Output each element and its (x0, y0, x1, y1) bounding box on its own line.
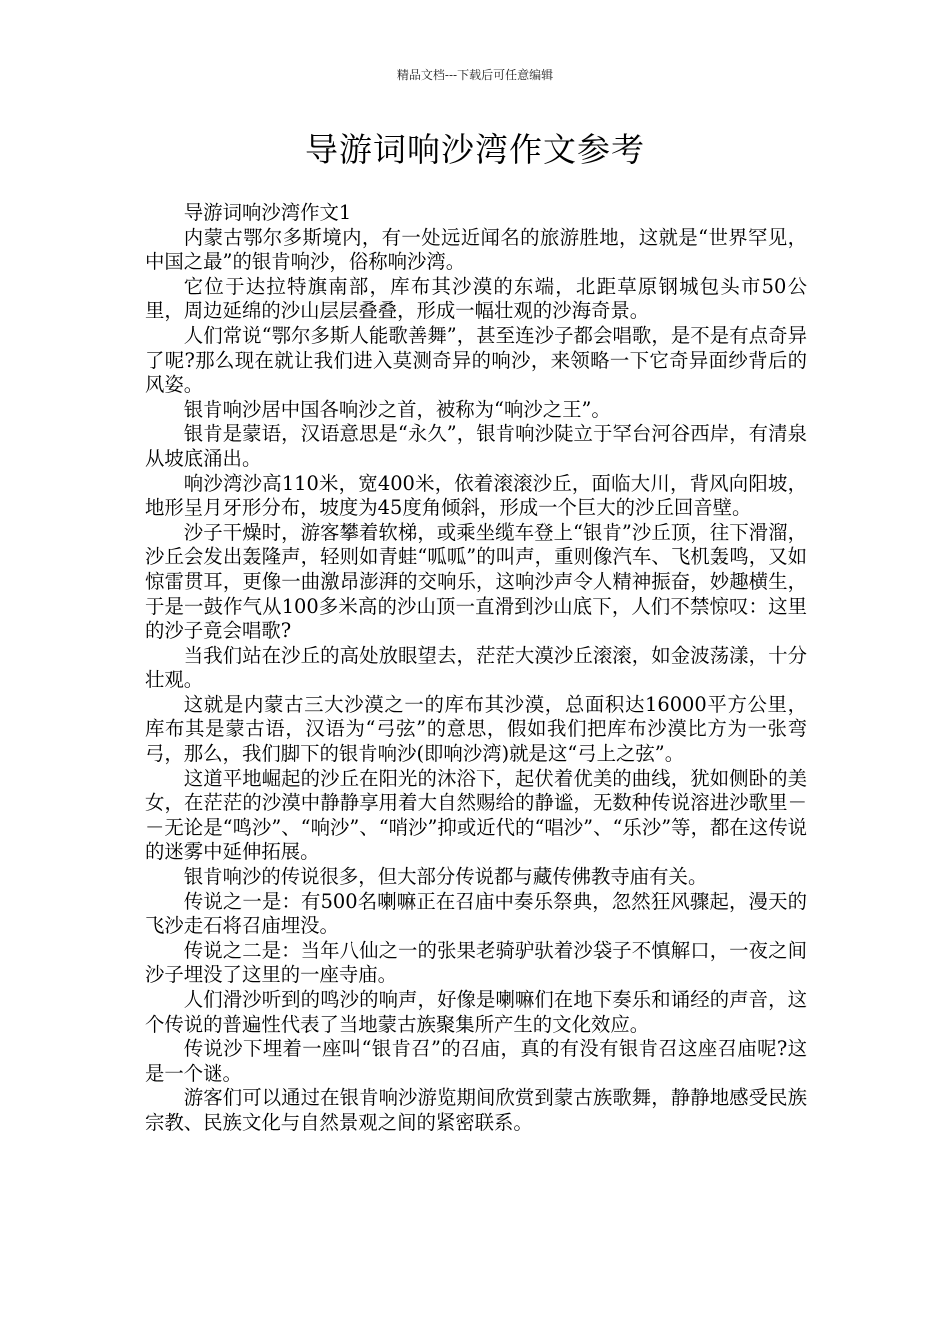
paragraph: 这就是内蒙古三大沙漠之一的库布其沙漠，总面积达16000平方公里，库布其是蒙古语，汉语为“弓弦”的意思，假如我们把库布沙漠比方为一张弯弓，那么，我们脚下的银肯响沙(即响沙湾)就是这“弓上之弦”。 (145, 692, 807, 766)
paragraph: 游客们可以通过在银肯响沙游览期间欣赏到蒙古族歌舞，静静地感受民族宗教、民族文化与自然景观之间的紧密联系。 (145, 1086, 807, 1134)
paragraph: 传说之二是：当年八仙之一的张果老骑驴驮着沙袋子不慎解口，一夜之间沙子埋没了这里的一座寺庙。 (145, 938, 807, 987)
paragraph: 内蒙古鄂尔多斯境内，有一处远近闻名的旅游胜地，这就是“世界罕见，中国之最”的银肯响沙，俗称响沙湾。 (145, 225, 807, 274)
paragraph: 沙子干燥时，游客攀着软梯，或乘坐缆车登上“银肯”沙丘顶，往下滑溜，沙丘会发出轰隆声，轻则如青蛙“呱呱”的叫声，重则像汽车、飞机轰鸣，又如惊雷贯耳，更像一曲激昂澎湃的交响乐，这响沙声令人精神振奋，妙趣横生，于是一鼓作气从100多米高的沙山顶一直滑到沙山底下，人们不禁惊叹：这里的沙子竟会唱歌? (145, 520, 807, 643)
paragraph: 银肯是蒙语，汉语意思是“永久”，银肯响沙陡立于罕台河谷西岸，有清泉从坡底涌出。 (145, 422, 807, 470)
paragraph-subtitle: 导游词响沙湾作文1 (183, 201, 352, 224)
paragraph: 传说沙下埋着一座叫“银肯召”的召庙，真的有没有银肯召这座召庙呢?这是一个谜。 (145, 1037, 807, 1085)
paragraph: 响沙湾沙高110米，宽400米，依着滚滚沙丘，面临大川，背风向阳坡，地形呈月牙形分布，坡度为45度角倾斜，形成一个巨大的沙丘回音壁。 (145, 471, 807, 520)
paragraph: 人们常说“鄂尔多斯人能歌善舞”，甚至连沙子都会唱歌，是不是有点奇异了呢?那么现在就让我们进入莫测奇异的响沙，来领略一下它奇异面纱背后的风姿。 (145, 323, 807, 397)
document-title: 导游词响沙湾作文参考 (305, 130, 645, 169)
paragraph: 人们滑沙听到的鸣沙的响声，好像是喇嘛们在地下奏乐和诵经的声音，这个传说的普遍性代表了当地蒙古族聚集所产生的文化效应。 (145, 988, 807, 1036)
header-note: 精品文档---下载后可任意编辑 (396, 68, 554, 82)
paragraph: 传说之一是：有500名喇嘛正在召庙中奏乐祭典，忽然狂风骤起，漫天的飞沙走石将召庙埋没。 (145, 889, 807, 938)
paragraph: 它位于达拉特旗南部，库布其沙漠的东端，北距草原钢城包头市50公里，周边延绵的沙山层层叠叠，形成一幅壮观的沙海奇景。 (145, 274, 807, 323)
paragraph: 银肯响沙居中国各响沙之首，被称为“响沙之王”。 (183, 397, 611, 421)
paragraph: 这道平地崛起的沙丘在阳光的沐浴下，起伏着优美的曲线，犹如侧卧的美女，在茫茫的沙漠中静静享用着大自然赐给的静谧，无数种传说溶进沙歌里－－无论是“鸣沙”、“响沙”、“哨沙”抑或近代的“唱沙”、“乐沙”等，都在这传说的迷雾中延伸拓展。 (145, 766, 807, 864)
document-body (145, 201, 807, 1136)
paragraph: 银肯响沙的传说很多，但大部分传说都与藏传佛教寺庙有关。 (183, 865, 708, 889)
paragraph: 当我们站在沙丘的高处放眼望去，茫茫大漠沙丘滚滚，如金波荡漾，十分壮观。 (145, 643, 807, 692)
